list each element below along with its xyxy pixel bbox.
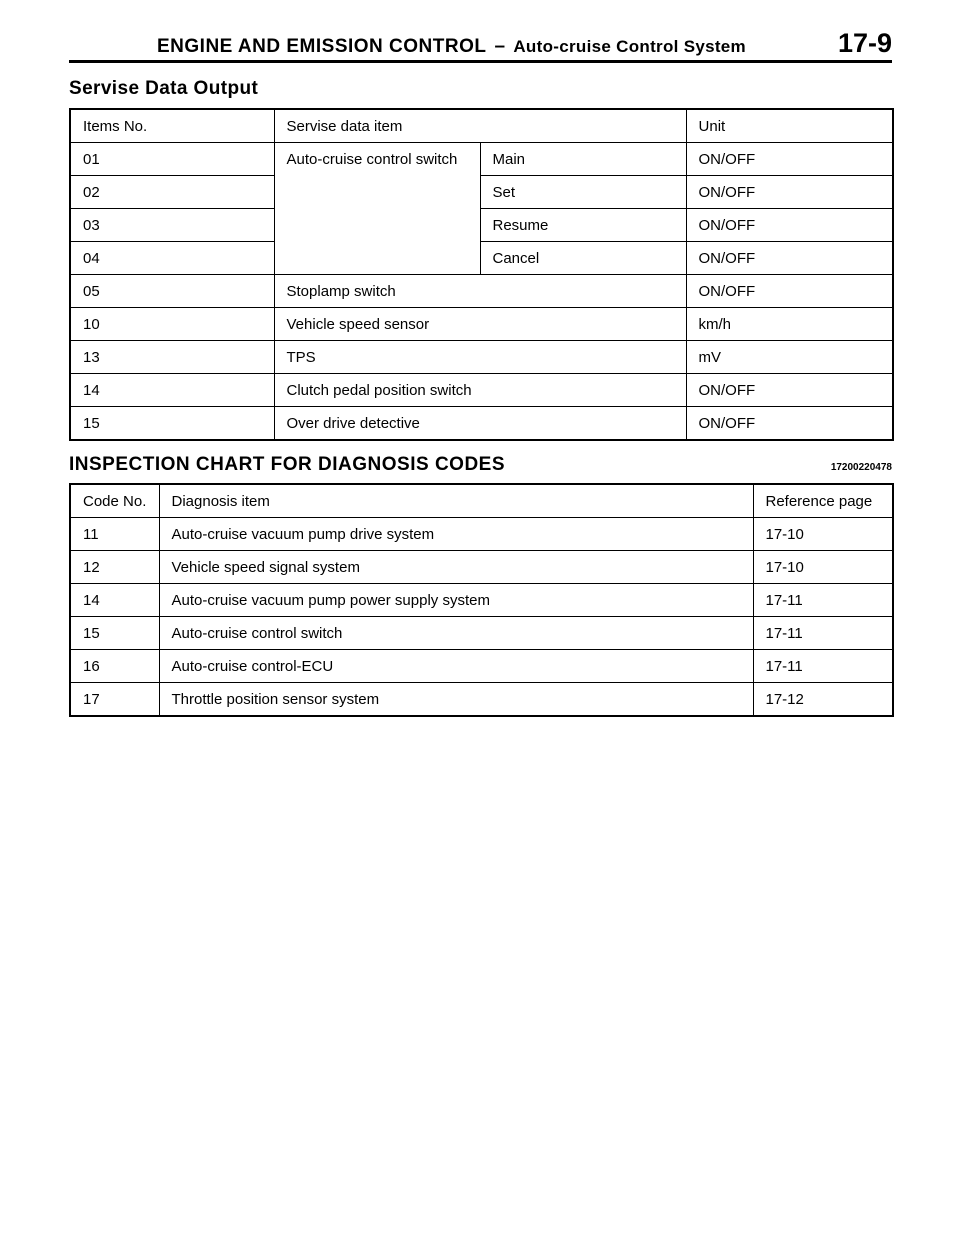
reference-page: 17-10	[753, 551, 893, 584]
unit: mV	[686, 341, 893, 374]
table-header-row	[70, 109, 893, 143]
header-title-dash: –	[494, 36, 506, 57]
code-no: 15	[70, 617, 159, 650]
item-no: 04	[70, 242, 274, 275]
page-header	[69, 26, 892, 63]
table-row	[70, 683, 893, 717]
diagnosis-codes-table	[69, 483, 894, 717]
unit: ON/OFF	[686, 242, 893, 275]
table-row	[70, 584, 893, 617]
reference-page: 17-11	[753, 650, 893, 683]
table-header-row	[70, 484, 893, 518]
table-row	[70, 518, 893, 551]
table-row	[70, 407, 893, 441]
table-row	[70, 242, 893, 275]
service-item: Vehicle speed sensor	[274, 308, 686, 341]
table-row	[70, 275, 893, 308]
header-diagnosis-item: Diagnosis item	[159, 484, 753, 518]
diagnosis-item: Auto-cruise control-ECU	[159, 650, 753, 683]
header-title-sub: Auto-cruise Control System	[513, 37, 746, 56]
diagnosis-item: Auto-cruise control switch	[159, 617, 753, 650]
item-no: 14	[70, 374, 274, 407]
table-row	[70, 551, 893, 584]
diagnosis-item: Vehicle speed signal system	[159, 551, 753, 584]
reference-page: 17-10	[753, 518, 893, 551]
service-item: TPS	[274, 341, 686, 374]
sub-item: Cancel	[480, 242, 686, 275]
reference-page: 17-11	[753, 584, 893, 617]
reference-page: 17-12	[753, 683, 893, 717]
group-label: Auto-cruise control switch	[274, 143, 480, 275]
table-row	[70, 176, 893, 209]
code-no: 14	[70, 584, 159, 617]
table-row	[70, 374, 893, 407]
table-row	[70, 308, 893, 341]
unit: ON/OFF	[686, 143, 893, 176]
sub-item: Main	[480, 143, 686, 176]
inspection-chart-title: INSPECTION CHART FOR DIAGNOSIS CODES	[69, 454, 506, 475]
service-item: Over drive detective	[274, 407, 686, 441]
diagnosis-item: Auto-cruise vacuum pump drive system	[159, 518, 753, 551]
unit: ON/OFF	[686, 176, 893, 209]
header-title	[157, 36, 746, 58]
item-no: 03	[70, 209, 274, 242]
service-item: Clutch pedal position switch	[274, 374, 686, 407]
service-data-table	[69, 108, 894, 441]
table-row	[70, 209, 893, 242]
reference-page: 17-11	[753, 617, 893, 650]
table-row	[70, 341, 893, 374]
reference-code: 17200220478	[830, 462, 892, 473]
page-number: 17-9	[837, 28, 892, 58]
header-reference-page: Reference page	[753, 484, 893, 518]
unit: ON/OFF	[686, 374, 893, 407]
unit: ON/OFF	[686, 275, 893, 308]
item-no: 01	[70, 143, 274, 176]
code-no: 17	[70, 683, 159, 717]
header-service-item: Servise data item	[274, 109, 686, 143]
header-title-main: ENGINE AND EMISSION CONTROL	[157, 36, 487, 57]
item-no: 15	[70, 407, 274, 441]
table-row	[70, 143, 893, 176]
header-items-no: Items No.	[70, 109, 274, 143]
unit: ON/OFF	[686, 209, 893, 242]
item-no: 10	[70, 308, 274, 341]
unit: km/h	[686, 308, 893, 341]
header-unit: Unit	[686, 109, 893, 143]
code-no: 12	[70, 551, 159, 584]
item-no: 13	[70, 341, 274, 374]
header-code-no: Code No.	[70, 484, 159, 518]
service-item: Stoplamp switch	[274, 275, 686, 308]
item-no: 02	[70, 176, 274, 209]
code-no: 16	[70, 650, 159, 683]
sub-item: Resume	[480, 209, 686, 242]
table-row	[70, 650, 893, 683]
unit: ON/OFF	[686, 407, 893, 441]
item-no: 05	[70, 275, 274, 308]
service-data-title: Servise Data Output	[69, 78, 259, 99]
diagnosis-item: Throttle position sensor system	[159, 683, 753, 717]
code-no: 11	[70, 518, 159, 551]
table-row	[70, 617, 893, 650]
diagnosis-item: Auto-cruise vacuum pump power supply system	[159, 584, 753, 617]
sub-item: Set	[480, 176, 686, 209]
